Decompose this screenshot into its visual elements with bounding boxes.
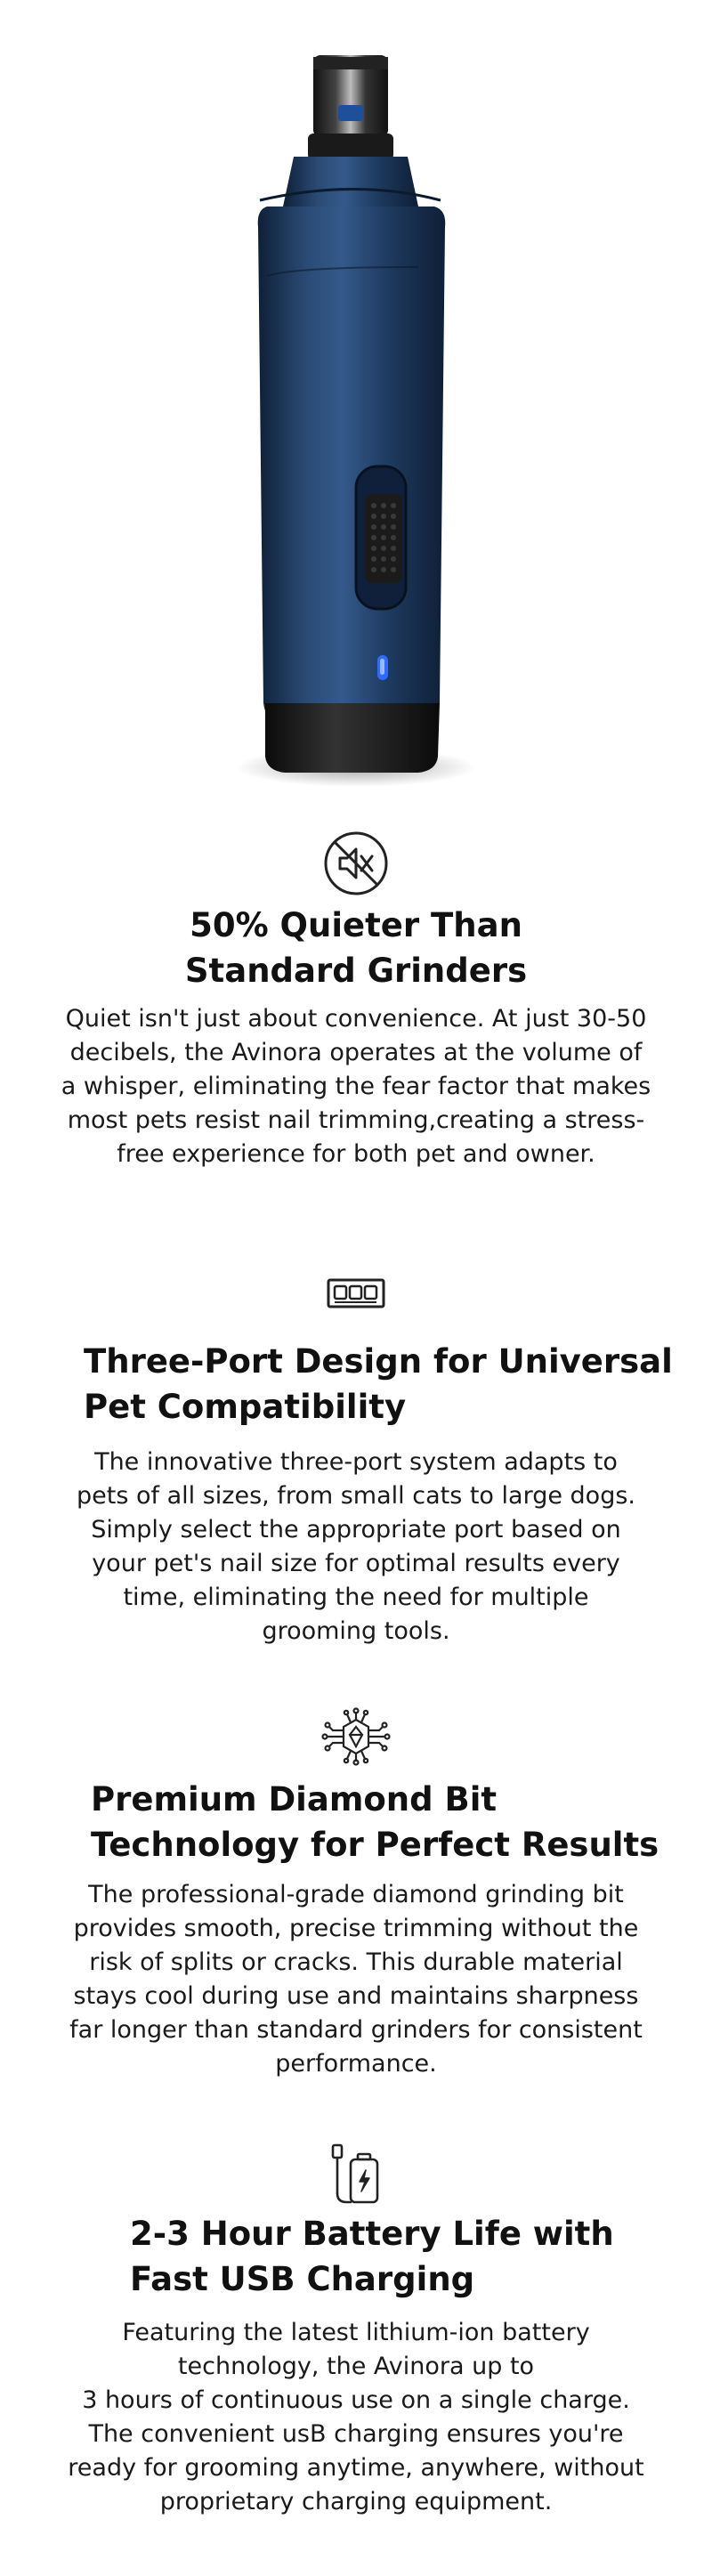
feature-3-body-line: risk of splits or cracks. This durable material [89, 1948, 623, 1976]
diamond-chip-icon [320, 1707, 392, 1766]
three-port-icon [327, 1278, 385, 1308]
feature-1-body-line: free experience for both pet and owner. [117, 1140, 595, 1168]
feature-4-title-line-2: Fast USB Charging [130, 2260, 475, 2298]
feature-1-icon-wrap [0, 830, 712, 897]
feature-3-body-line: provides smooth, precise trimming without the [73, 1915, 639, 1942]
feature-4-icon-wrap [0, 2140, 712, 2207]
feature-3-title-line-1: Premium Diamond Bit [91, 1780, 498, 1819]
feature-4-title-line-1: 2-3 Hour Battery Life with [130, 2215, 614, 2253]
feature-4-description [36, 2316, 676, 2519]
usb-battery-icon [322, 2140, 390, 2207]
mute-speaker-icon [322, 830, 390, 897]
feature-3-body-line: performance. [275, 2050, 437, 2078]
product-hero-image [0, 0, 712, 801]
feature-1-body-line: most pets resist nail trimming,creating a stress- [67, 1106, 645, 1134]
feature-4-body-line: proprietary charging equipment. [159, 2488, 553, 2515]
feature-2-icon-wrap [0, 1278, 712, 1308]
feature-2-body-line: pets of all sizes, from small cats to large dogs. [77, 1482, 635, 1510]
feature-4-body-line: technology, the Avinora up to [177, 2353, 535, 2380]
feature-3-icon-wrap [0, 1707, 712, 1766]
feature-1-title [0, 903, 712, 993]
feature-2-body-line: time, eliminating the need for multiple [123, 1584, 589, 1611]
feature-3-title-line-2: Technology for Perfect Results [91, 1826, 659, 1864]
feature-1-title-line-2: Standard Grinders [184, 952, 528, 990]
feature-1-title-line-1: 50% Quieter Than [190, 906, 522, 944]
feature-2-body-line: your pet's nail size for optimal results every [92, 1550, 620, 1577]
feature-4-body-line: ready for grooming anytime, anywhere, without [68, 2454, 644, 2482]
feature-1-body-line: a whisper, eliminating the fear factor that makes [61, 1073, 651, 1100]
feature-4-body-line: Featuring the latest lithium-ion battery [122, 2319, 590, 2346]
feature-2-body-line: The innovative three-port system adapts to [94, 1448, 618, 1476]
feature-4-title [130, 2211, 614, 2302]
feature-1-description [36, 1002, 676, 1171]
feature-3-body-line: stays cool during use and maintains sharpness [73, 1982, 639, 2010]
feature-4-body-line: 3 hours of continuous use on a single charge. [82, 2386, 630, 2414]
feature-3-description [36, 1878, 676, 2081]
feature-3-body-line: The professional-grade diamond grinding bit [88, 1881, 624, 1908]
feature-2-body-line: Simply select the appropriate port based on [91, 1516, 621, 1543]
nail-grinder-illustration [0, 0, 712, 801]
feature-3-body-line: far longer than standard grinders for consistent [69, 2016, 643, 2044]
feature-1-body-line: Quiet isn't just about convenience. At just 30-50 [65, 1005, 647, 1033]
feature-2-body-line: grooming tools. [262, 1617, 450, 1645]
feature-2-title-line-2: Pet Compatibility [84, 1388, 407, 1426]
feature-4-body-line: The convenient usB charging ensures you're [88, 2420, 624, 2448]
feature-2-title-line-1: Three-Port Design for Universal [84, 1342, 673, 1381]
feature-2-title [84, 1339, 673, 1430]
feature-1-body-line: decibels, the Avinora operates at the volume of [69, 1039, 643, 1066]
feature-3-title [91, 1777, 659, 1867]
feature-2-description [36, 1446, 676, 1648]
